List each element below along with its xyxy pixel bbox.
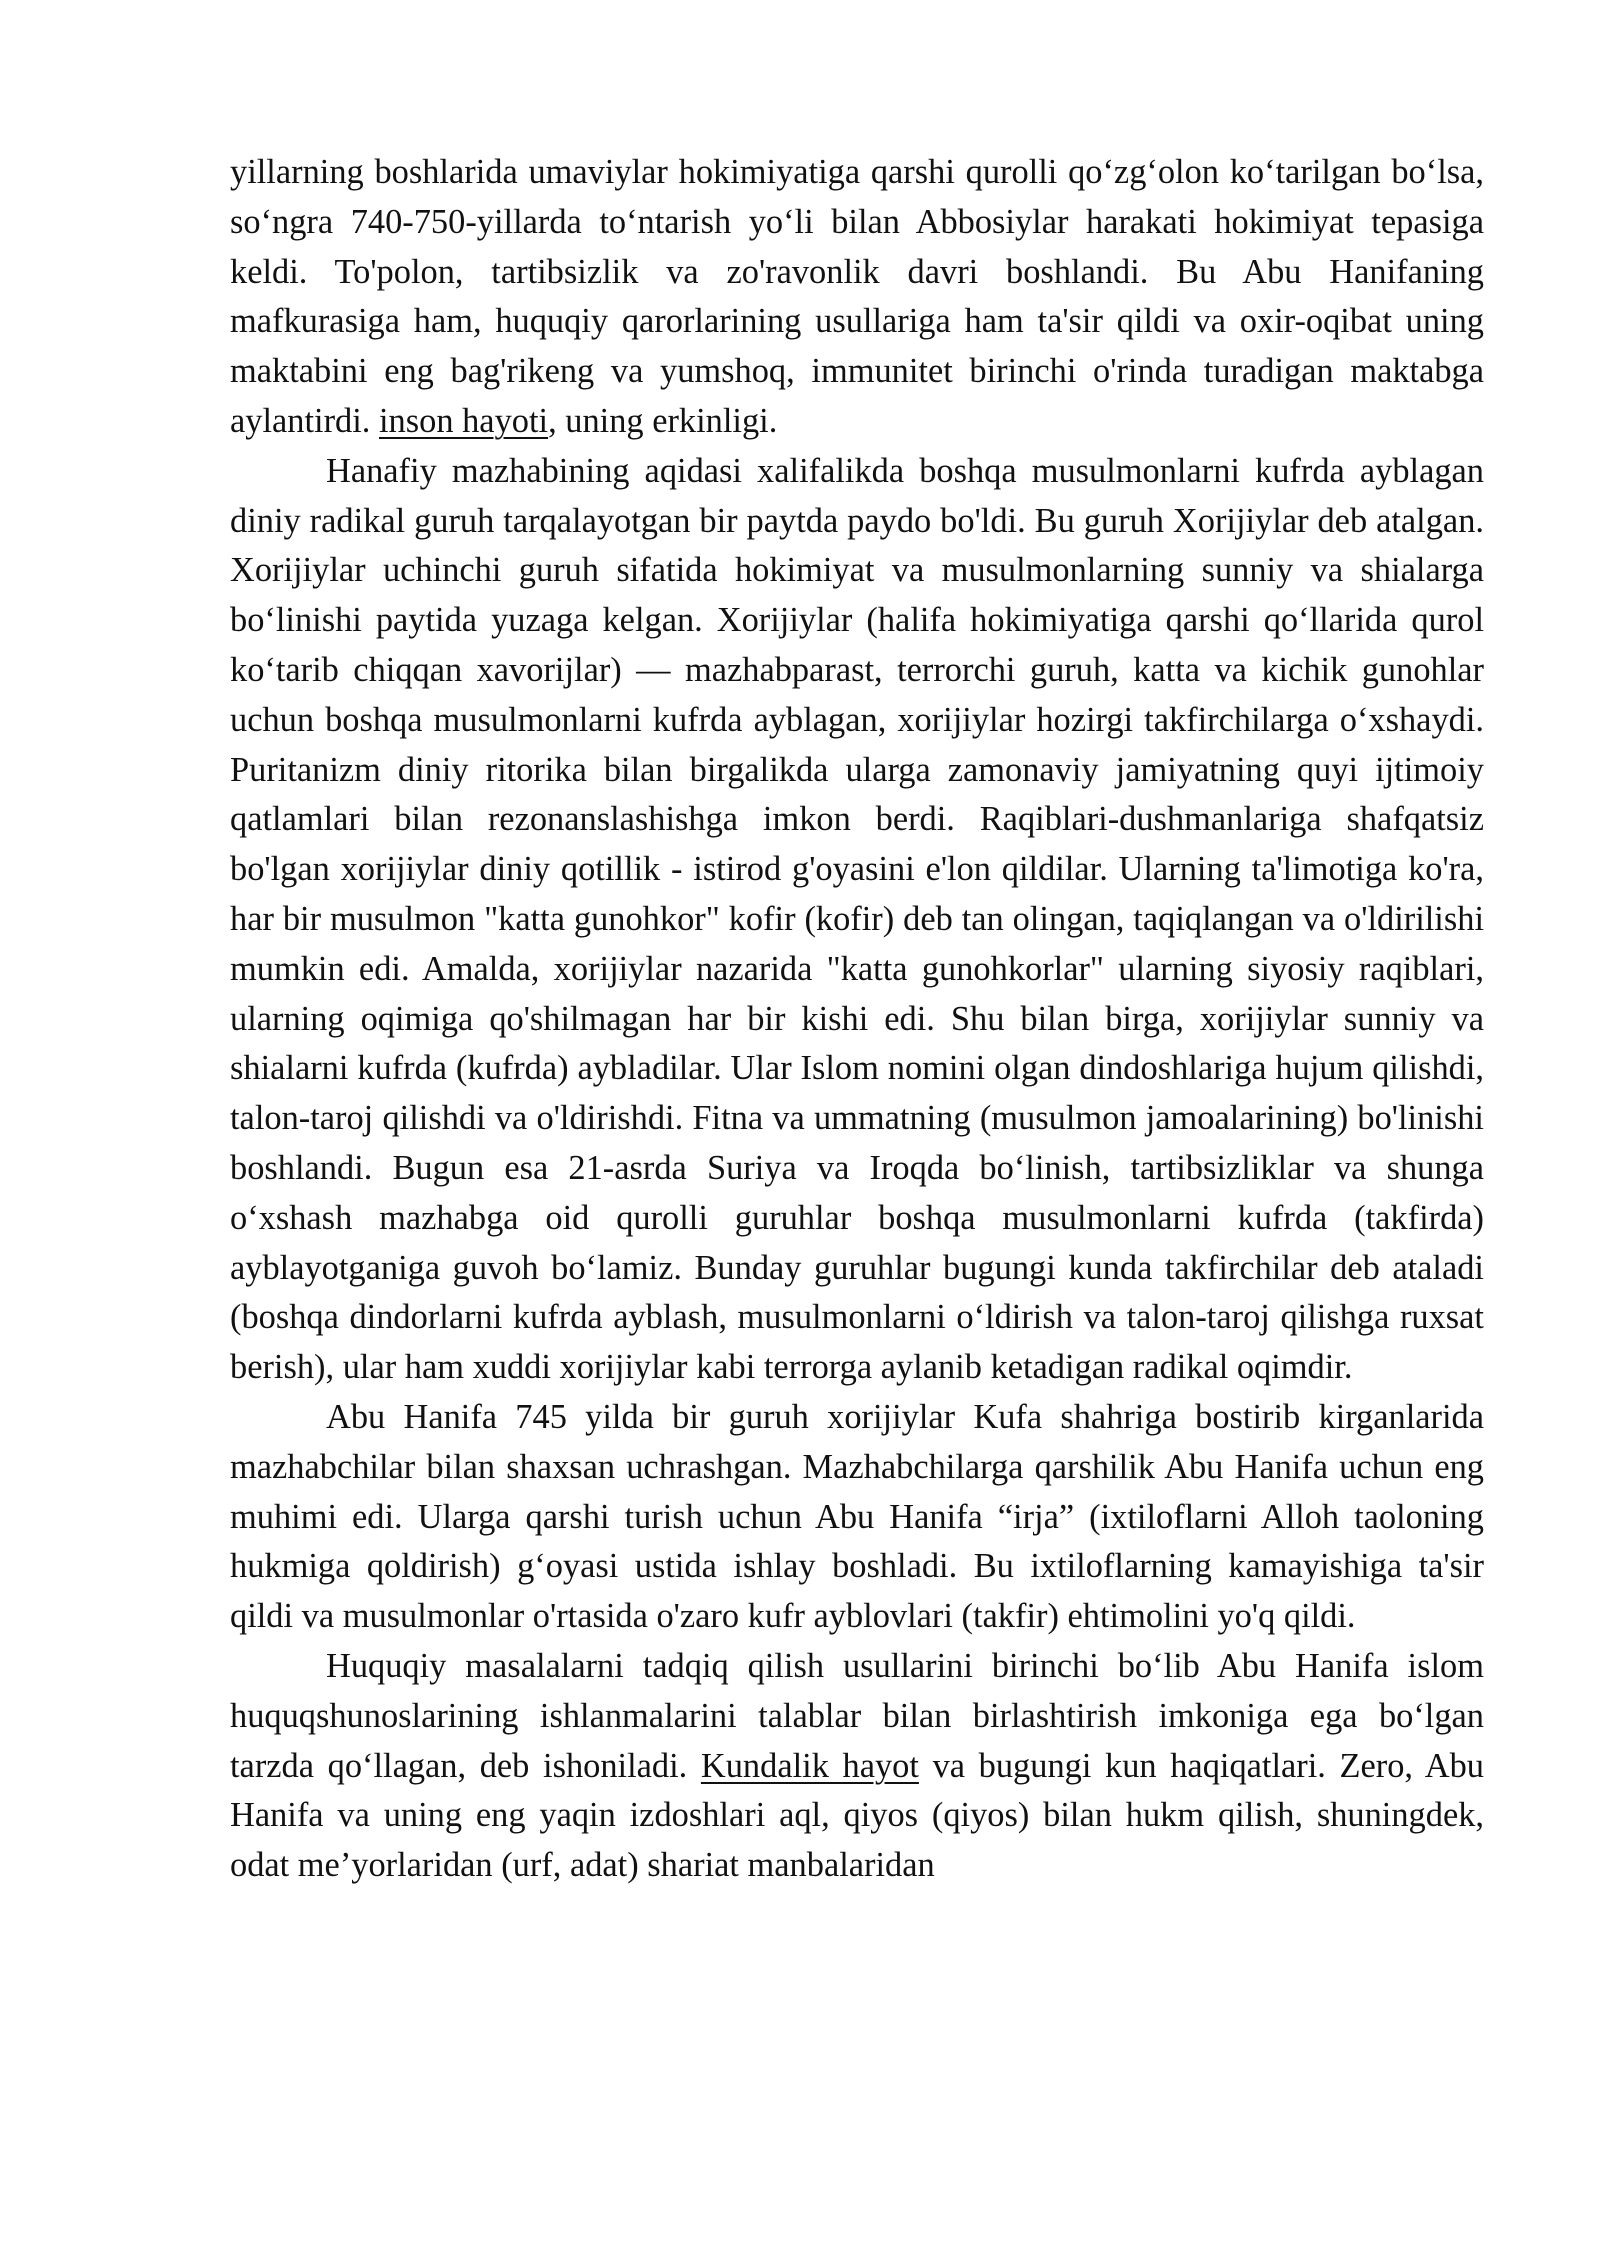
paragraph-3: Abu Hanifa 745 yilda bir guruh xorijiylar Kufa shahriga bostirib kirganlarida mazhabchilar bilan shaxsan uchrashgan. Mazhabchilarga qarshilik Abu Hanifa uchun eng muhimi edi. Ularga qarshi turish uchun Abu Hanifa “irja” (ixtiloflarni Alloh taoloning hukmiga qoldirish) g‘oyasi ustida ishlay boshladi. Bu ixtiloflarning kamayishiga ta'sir qildi va musulmonlar o'rtasida o'zaro kufr ayblovlari (takfir) ehtimolini yo'q qildi.: [230, 1397, 1484, 1636]
paragraph-2: Hanafiy mazhabining aqidasi xalifalikda boshqa musulmonlarni kufrda ayblagan diniy radikal guruh tarqalayotgan bir paytda paydo bo'ldi. Bu guruh Xorijiylar deb atalgan. Xorijiylar uchinchi guruh sifatida hokimiyat va musulmonlarning sunniy va shialarga bo‘linishi paytida yuzaga kelgan. Xorijiylar (halifa hokimiyatiga qarshi qo‘llarida qurol ko‘tarib chiqqan xavorijlar) — mazhabparast, terrorchi guruh, katta va kichik gunohlar uchun boshqa musulmonlarni kufrda ayblagan, xorijiylar hozirgi takfirchilarga o‘xshaydi. Puritanizm diniy ritorika bilan birgalikda ularga zamonaviy jamiyatning quyi ijtimoiy qatlamlari bilan rezonanslashishga imkon berdi. Raqiblari-dushmanlariga shafqatsiz bo'lgan xorijiylar diniy qotillik - istirod g'oyasini e'lon qildilar. Ularning ta'limotiga ko'ra, har bir musulmon "katta gunohkor" kofir (kofir) deb tan olingan, taqiqlangan va o'ldirilishi mumkin edi. Amalda, xorijiylar nazarida "katta gunohkorlar" ularning siyosiy raqiblari, ularning oqimiga qo'shilmagan har bir kishi edi. Shu bilan birga, xorijiylar sunniy va shialarni kufrda (kufrda) aybladilar. Ular Islom nomini olgan dindoshlariga hujum qilishdi, talon-taroj qilishdi va o'ldirishdi. Fitna va ummatning (musulmon jamoalarining) bo'linishi boshlandi. Bugun esa 21-asrda Suriya va Iroqda bo‘linish, tartibsizliklar va shunga o‘xshash mazhabga oid qurolli guruhlar boshqa musulmonlarni kufrda (takfirda) ayblayotganiga guvoh bo‘lamiz. Bunday guruhlar bugungi kunda takfirchilar deb ataladi (boshqa dindorlarni kufrda ayblash, musulmonlarni o‘ldirish va talon-taroj qilishga ruxsat berish), ular ham xuddi xorijiylar kabi terrorga aylanib ketadigan radikal oqimdir.: [230, 451, 1484, 1387]
paragraph-4: [230, 1642, 1484, 1891]
link-kundalik-hayot[interactable]: Kundalik hayot: [700, 1746, 919, 1785]
document-page: [230, 148, 1484, 1891]
paragraph-4-text-start: Huquqiy masalalarni tadqiq qilish usullarini birinchi bo‘lib Abu Hanifa islom huquqshunoslarining ishlanmalarini talablar bilan birlashtirish imkoniga ega bo‘lgan tarzda qo‘llagan, deb ishoniladi.: [230, 1646, 1484, 1785]
paragraph-1-text-start: yillarning boshlarida umaviylar hokimiyatiga qarshi qurolli qo‘zg‘olon ko‘tarilgan bo‘lsa, so‘ngra 740-750-yillarda to‘ntarish yo‘li bilan Abbosiylar harakati hokimiyat tepasiga keldi. To'polon, tartibsizlik va zo'ravonlik davri boshlandi. Bu Abu Hanifaning mafkurasiga ham, huquqiy qarorlarining usullariga ham ta'sir qildi va oxir-oqibat uning maktabini eng bag'rikeng va yumshoq, immunitet birinchi o'rinda turadigan maktabga aylantirdi.: [230, 153, 1484, 440]
paragraph-4-text-end: va bugungi kun haqiqatlari. Zero, Abu Hanifa va uning eng yaqin izdoshlari aql, qiyos (qiyos) bilan hukm qilish, shuningdek, odat me’yorlaridan (urf, adat) shariat manbalaridan: [230, 1746, 1484, 1885]
paragraph-1: [230, 148, 1484, 447]
paragraph-1-text-end: , uning erkinligi.: [548, 401, 778, 440]
link-inson-hayoti[interactable]: inson hayoti: [378, 401, 549, 440]
